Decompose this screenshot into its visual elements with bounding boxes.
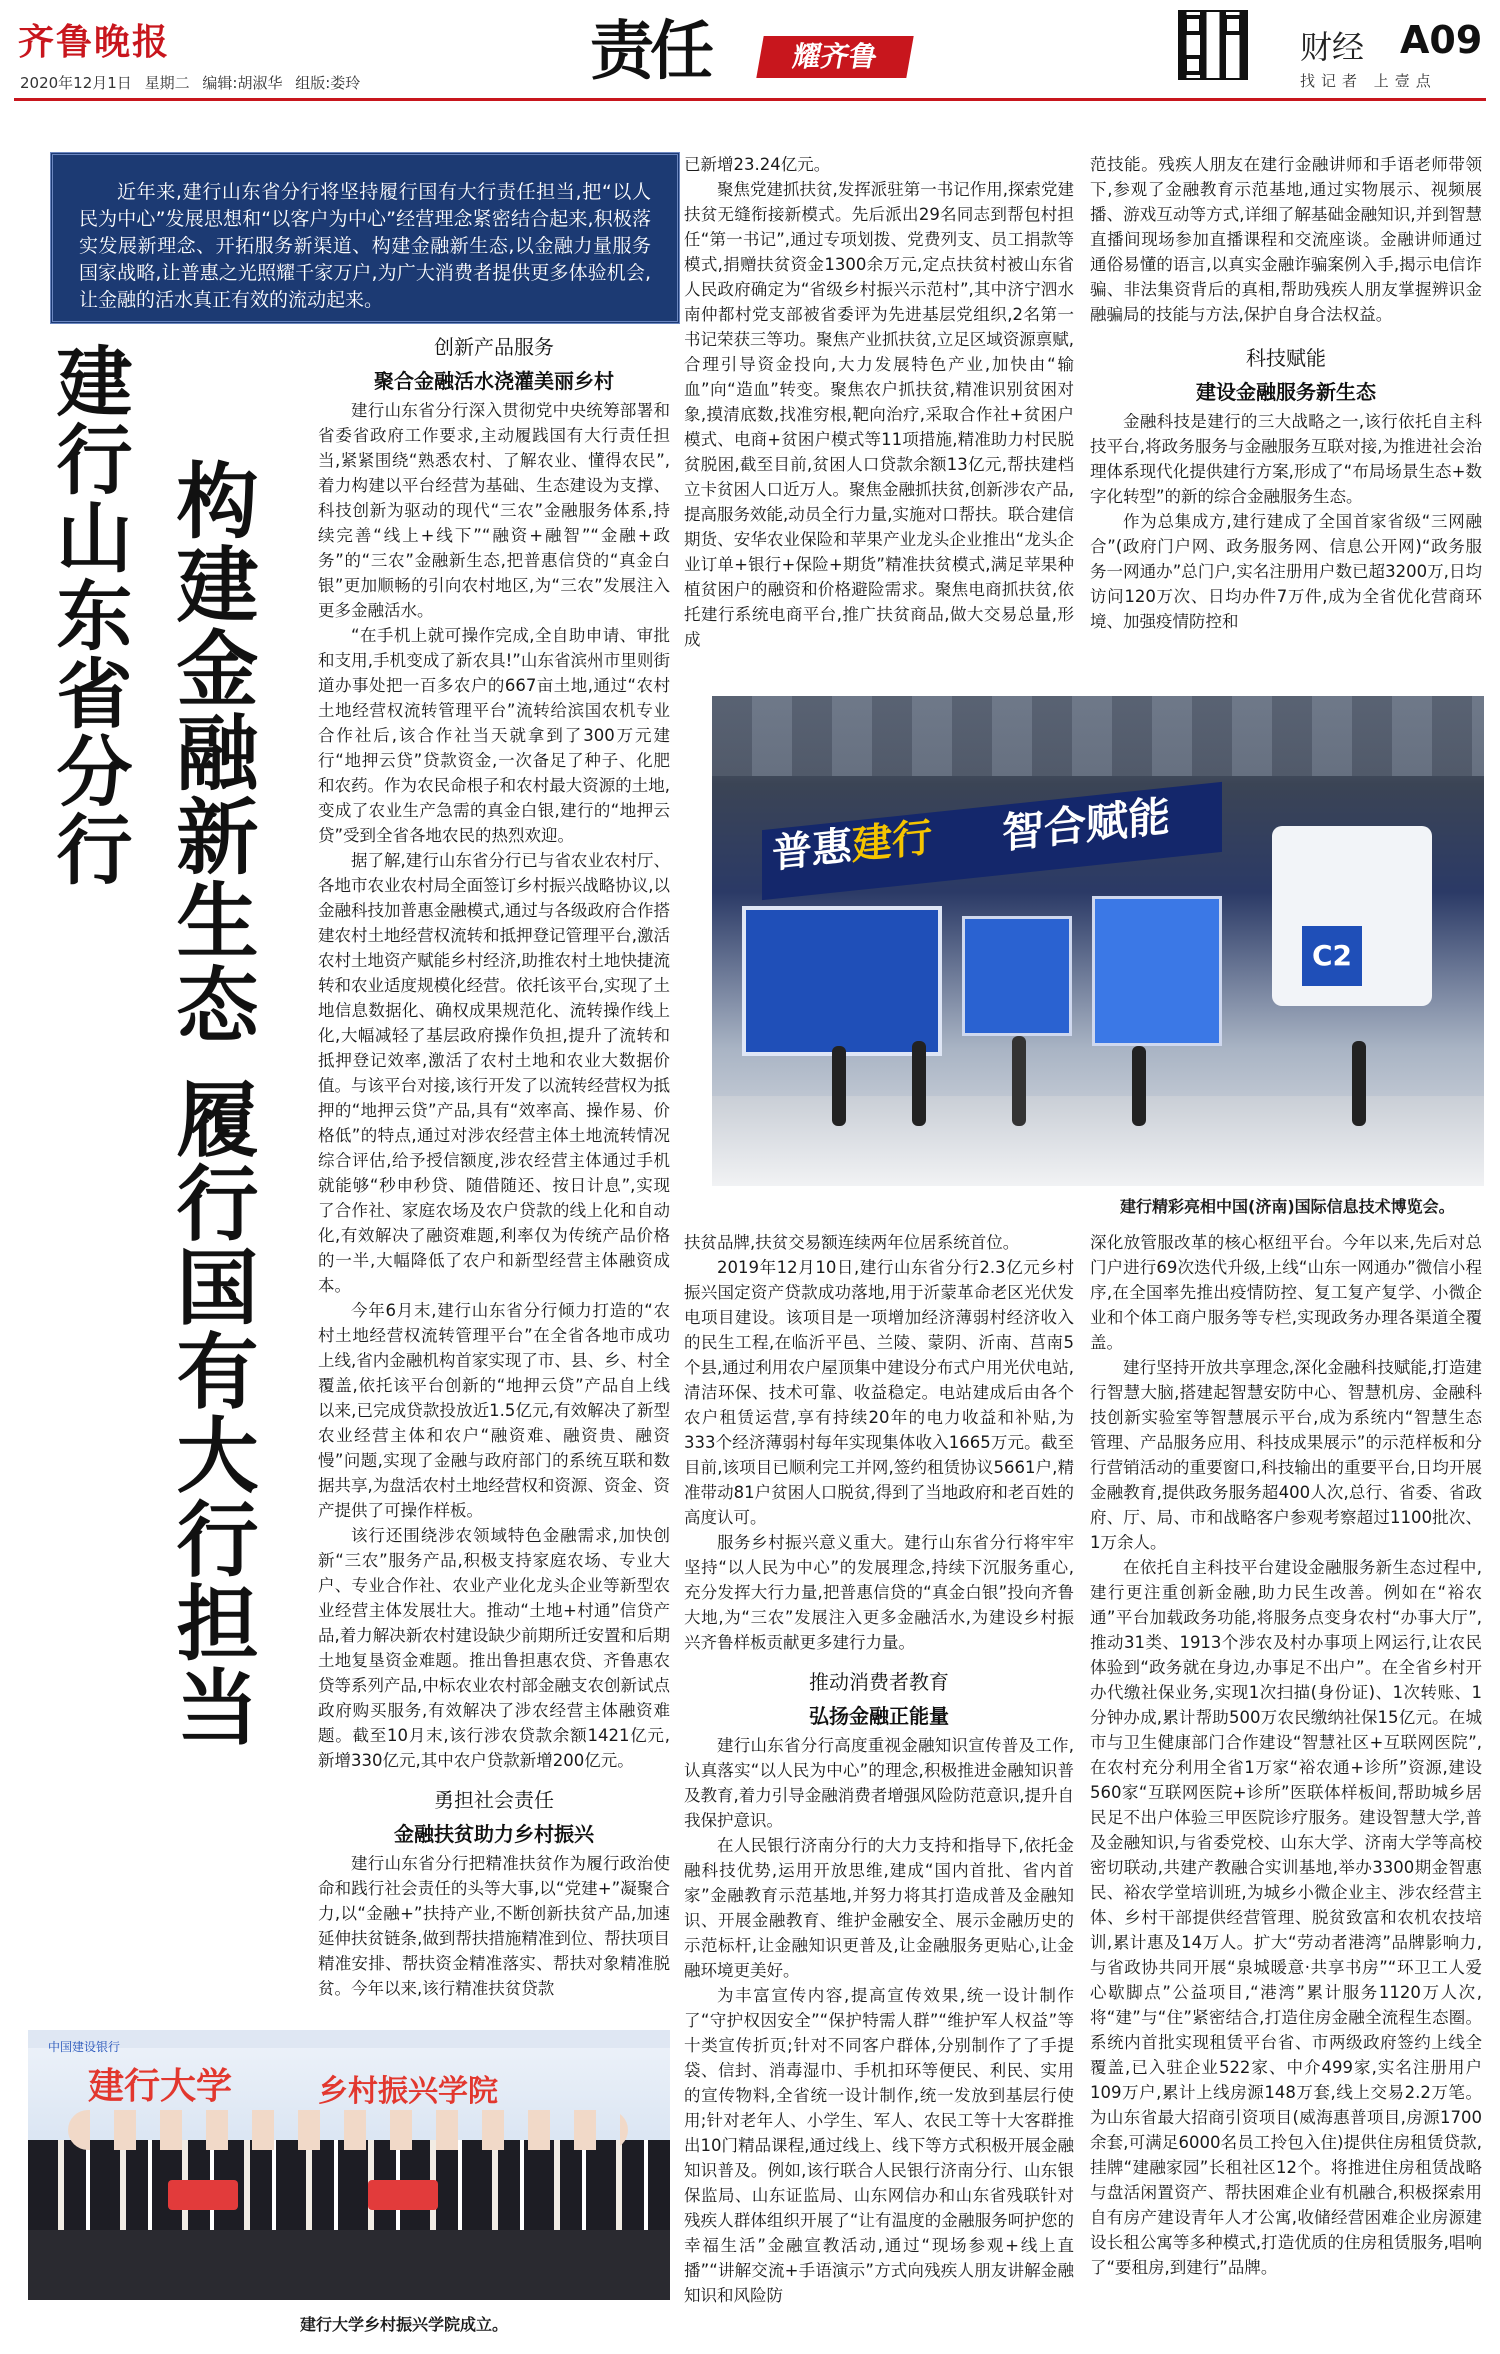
expo-sign-1: 普惠 [772, 823, 852, 878]
paragraph: 在人民银行济南分行的大力支持和指导下,依托金融科技优势,运用开放思维,建成“国内首批、省内首家”金融教育示范基地,并努力将其打造成普及金融知识、开展金融教育、维护金融安全、展示金融历史的示范标杆,让金融知识更普及,让金融服务更贴心,让金融环境更美好。 [684, 1836, 1074, 1980]
section-title: 推动消费者教育 [809, 1670, 949, 1694]
paragraph: 今年6月末,建行山东省分行倾力打造的“农村土地经营权流转管理平台”在全省各地市成功上线,省内金融机构首家实现了市、县、乡、村全覆盖,依托该平台创新的“地押云贷”产品自上线以来,已完成贷款投放近1.5亿元,有效解决了新型农业经营主体和农户“融资难、融资贵、融资慢”问题,实现了金融与政府部门的系统互联和数据共享,为盘活农村土地经营权和资源、资金、资产提供了可操作样板。 [318, 1301, 670, 1520]
photo-sub-text: 乡村振兴学院 [318, 2074, 498, 2109]
date-line [20, 72, 360, 93]
article-column-2 [684, 152, 1074, 682]
headline-main: 构建金融新生态 履行国有大行担当 [163, 458, 259, 1749]
headline-bank: 建行山东省分行 [44, 342, 133, 888]
article-column-3 [1090, 152, 1482, 692]
article-column-1 [318, 330, 670, 1998]
paragraph: 建行山东省分行高度重视金融知识宣传普及工作,认真落实“以人民为中心”的理念,积极推进金融知识普及教育,着力引导金融消费者增强风险防范意识,提升自我保护意识。 [684, 1736, 1074, 1830]
header-rule [14, 98, 1486, 101]
paragraph: 建行山东省分行深入贯彻党中央统筹部署和省委省政府工作要求,主动履践国有大行责任担当,紧紧围绕“熟悉农村、了解农业、懂得农民”,着力构建以平台经营为基础、生态建设为支撑、科技创新为驱动的现代“三农”金融服务体系,持续完善“线上+线下”“融资+融智”“金融+政务”的“三农”金融新生态,把普惠信贷的“真金白银”更加顺畅的引向农村地区,为“三农”发展注入更多金融活水。 [318, 401, 670, 620]
paragraph: 作为总集成方,建行建成了全国首家省级“三网融合”(政府门户网、政务服务网、信息公开网)“政务服务一网通办”总门户,实名注册用户数已超3200万,日均访问120万次、日均办件7万件,成为全省优化营商环境、加强疫情防控和 [1090, 512, 1482, 631]
paragraph: 深化放管服改革的核心枢纽平台。今年以来,先后对总门户进行69次迭代升级,上线“山东一网通办”微信小程序,在全国率先推出疫情防控、复工复产复学、小微企业和个体工商户服务等专栏,实现政务办理各渠道全覆盖。 [1090, 1233, 1482, 1352]
issue-date: 2020年12月1日 [20, 74, 132, 92]
qr-code-icon [1178, 10, 1248, 80]
section-title: 创新产品服务 [434, 335, 554, 359]
paragraph: 据了解,建行山东省分行已与省农业农村厅、各地市农业农村局全面签订乡村振兴战略协议,以金融科技加普惠金融模式,通过与各级政府合作搭建农村土地经营权流转和抵押登记管理平台,激活农村土地资产赋能乡村经济,助推农村土地快捷流转和农业适度规模化经营。依托该平台,实现了土地信息数据化、确权成果规范化、流转操作线上化,大幅减轻了基层政府操作负担,提升了流转和抵押登记效率,激活了农村土地和农业大数据价值。与该平台对接,该行开发了以流转经营权为抵押的“地押云贷”产品,具有“效率高、操作易、价格低”的特点,通过对涉农经营主体土地流转情况综合评估,给予授信额度,涉农经营主体通过手机就能够“秒申秒贷、随借随还、按日计息”,实现了合作社、家庭农场及农户贷款的线上化和自动化,有效解决了融资难题,利率仅为传统产品价格的一半,大幅降低了农户和新型经营主体融资成本。 [318, 851, 670, 1295]
banner-brush-text: 责任 [590, 14, 710, 89]
slogan: 找记者 上壹点 [1300, 72, 1437, 90]
paragraph: 范技能。残疾人朋友在建行金融讲师和手语老师带领下,参观了金融教育示范基地,通过实物展示、视频展播、游戏互动等方式,详细了解基础金融知识,并到智慧直播间现场参加直播课程和交流座谈。金融讲师通过通俗易懂的语言,以真实金融诈骗案例入手,揭示电信诈骗、非法集资背后的真相,帮助残疾人朋友掌握辨识金融骗局的技能与方法,保护自身合法权益。 [1090, 155, 1482, 324]
editor: 编辑:胡淑华 [202, 74, 283, 92]
section-title: 勇担社会责任 [434, 1788, 554, 1812]
page-number: A09 [1400, 18, 1483, 62]
designer: 组版:娄玲 [295, 74, 361, 92]
section-subtitle: 金融扶贫助力乡村振兴 [394, 1822, 594, 1846]
expo-sign-3: 智合赋能 [1002, 791, 1171, 858]
paragraph: 扶贫品牌,扶贫交易额连续两年位居系统首位。 [684, 1233, 1020, 1252]
article-column-3-lower [1090, 1230, 1482, 2350]
university-photo-caption: 建行大学乡村振兴学院成立。 [300, 2315, 509, 2334]
banner-tag: 耀齐鲁 [756, 36, 913, 78]
section-subtitle: 聚合金融活水浇灌美丽乡村 [374, 369, 614, 393]
paragraph: 已新增23.24亿元。 [684, 155, 831, 174]
column-banner [590, 12, 920, 92]
expo-sign-2: 建行 [852, 814, 932, 869]
paragraph: “在手机上就可操作完成,全自助申请、审批和支用,手机变成了新农具!”山东省滨州市里则街道办事处把一百多农户的667亩土地,通过“农村土地经营权流转管理平台”流转给滨国农机专业合作社后,该合作社当天就拿到了300万元建行“地押云贷”贷款资金,一次备足了种子、化肥和农药。作为农民命根子和农村最大资源的土地,变成了农业生产急需的真金白银,建行的“地押云贷”受到全省各地农民的热烈欢迎。 [318, 626, 670, 845]
paragraph: 聚焦党建抓扶贫,发挥派驻第一书记作用,探索党建扶贫无缝衔接新模式。先后派出29名同志到帮包村担任“第一书记”,通过专项划拨、党费列支、员工捐款等模式,捐赠扶贫资金1300余万元,定点扶贫村被山东省人民政府确定为“省级乡村振兴示范村”,其中济宁泗水南仲都村党支部被省委评为先进基层党组织,2名第一书记荣获三等功。聚焦产业抓扶贫,立足区域资源禀赋,合理引导资金投向,大力发展特色产业,加快由“输血”向“造血”转变。聚焦农户抓扶贫,精准识别贫困对象,摸清底数,找准穷根,靶向治疗,采取合作社+贫困户模式、电商+贫困户模式等11项措施,精准助力村民脱贫脱困,截至目前,贫困人口贷款余额13亿元,帮扶建档立卡贫困人口近万人。聚焦金融抓扶贫,创新涉农产品,提高服务效能,动员全行力量,实施对口帮扶。联合建信期货、安华农业保险和苹果产业龙头企业推出“龙头企业订单+银行+保险+期货”精准扶贫模式,满足苹果种植贫困户的融资和价格避险需求。聚焦电商抓扶贫,依托建行系统电商平台,推广扶贫商品,做大交易总量,形成 [684, 180, 1074, 649]
expo-photo-caption: 建行精彩亮相中国(济南)国际信息技术博览会。 [1120, 1197, 1455, 1216]
paragraph: 建行坚持开放共享理念,深化金融科技赋能,打造建行智慧大脑,搭建起智慧安防中心、智慧机房、金融科技创新实验室等智慧展示平台,成为系统内“智慧生态管理、产品服务应用、科技成果展示”的示范样板和分行营销活动的重要窗口,科技输出的重要平台,日均开展金融教育,提供政务服务超400人次,总行、省委、省政府、厅、局、市和战略客户参观考察超过1100批次、1万余人。 [1090, 1358, 1482, 1552]
newspaper-logo: 齐鲁晚报 [18, 21, 171, 63]
expo-photo [712, 696, 1484, 1186]
paragraph: 为丰富宣传内容,提高宣传效果,统一设计制作了“守护权因安全”“保护特需人群”“维护军人权益”等十类宣传折页;针对不同客户群体,分别制作了了手提袋、信封、消毒湿巾、手机扣环等便民、利民、实用的宣传物料,全省统一设计制作,统一发放到基层行使用;针对老年人、小学生、军人、农民工等十大客群推出10门精品课程,通过线上、线下等方式积极开展金融知识普及。例如,该行联合人民银行济南分行、山东银保监局、山东证监局、山东网信办和山东省残联针对残疾人群体组织开展了“让有温度的金融服务呵护您的幸福生活”金融宣教活动,通过“现场参观+线上直播”“讲解交流+手语演示”方式向残疾人朋友讲解金融知识和风险防 [684, 1986, 1074, 2305]
intro-box: 近年来,建行山东省分行将坚持履行国有大行责任担当,把“以人民为中心”发展思想和“以客户为中心”经营理念紧密结合起来,积极落实发展新理念、开拓服务新渠道、构建金融新生态,以金融力量服务国家战略,让普惠之光照耀千家万户,为广大消费者提供更多体验机会,让金融的活水真正有效的流动起来。 [50, 152, 680, 324]
issue-weekday: 星期二 [144, 74, 190, 92]
paragraph: 该行还围绕涉农领域特色金融需求,加快创新“三农”服务产品,积极支持家庭农场、专业大户、专业合作社、农业产业化龙头企业等新型农业经营主体发展壮大。推动“土地+村通”信贷产品,着力解决新农村建设缺少前期所迁安置和后期土地复垦资金难题。推出鲁担惠农贷、齐鲁惠农贷等系列产品,中标农业农村部金融支农创新试点政府购买服务,有效解决了涉农经营主体融资难题。截至10月末,该行涉农贷款余额1421亿元,新增330亿元,其中农户贷款新增200亿元。 [318, 1526, 670, 1770]
paragraph: 服务乡村振兴意义重大。建行山东省分行将牢牢坚持“以人民为中心”的发展理念,持续下沉服务重心,充分发挥大行力量,把普惠信贷的“真金白银”投向齐鲁大地,为“三农”发展注入更多金融活水,为建设乡村振兴齐鲁样板贡献更多建行力量。 [684, 1533, 1074, 1652]
paragraph: 2019年12月10日,建行山东省分行2.3亿元乡村振兴国定资产贷款成功落地,用于沂蒙革命老区光伏发电项目建设。该项目是一项增加经济薄弱村经济收入的民生工程,在临沂平邑、兰陵、蒙阴、沂南、莒南5个县,通过利用农户屋顶集中建设分布式户用光伏电站,清洁环保、技术可靠、收益稳定。电站建成后由各个农户租赁运营,享有持续20年的电力收益和补贴,为333个经济薄弱村每年实现集体收入1665万元。截至目前,该项目已顺利完工并网,签约租赁协议5661户,精准带动81户贫困人口脱贫,得到了当地政府和老百姓的高度认可。 [684, 1258, 1074, 1527]
expo-sign-4: C2 [1302, 926, 1362, 986]
section-title: 科技赋能 [1246, 346, 1326, 370]
section-subtitle: 建设金融服务新生态 [1196, 380, 1376, 404]
article-column-2-lower [684, 1230, 1074, 2350]
section-name: 财经 [1300, 28, 1365, 66]
paragraph: 建行山东省分行把精准扶贫作为履行政治使命和践行社会责任的头等大事,以“党建+”凝聚合力,以“金融+”扶持产业,不断创新扶贫产品,加速延伸扶贫链条,做到帮扶措施精准到位、帮扶项目精准安排、帮扶资金精准落实、帮扶对象精准脱贫。今年以来,该行精准扶贫贷款 [318, 1854, 670, 1998]
section-subtitle: 弘扬金融正能量 [809, 1704, 949, 1728]
photo-bank-name: 中国建设银行 [48, 2040, 121, 2054]
photo-banner-text: 建行大学 [88, 2065, 233, 2107]
paragraph: 金融科技是建行的三大战略之一,该行依托自主科技平台,将政务服务与金融服务互联对接,为推进社会治理体系现代化提供建行方案,形成了“布局场景生态+数字化转型”的新的综合金融服务生态。 [1090, 412, 1482, 506]
paragraph: 在依托自主科技平台建设金融服务新生态过程中,建行更注重创新金融,助力民生改善。例如在“裕农通”平台加载政务功能,将服务点变身农村“办事大厅”,推动31类、1913个涉农及村办事项上网运行,让农民体验到“政务就在身边,办事足不出户”。在全省乡村开办代缴社保业务,实现1次扫描(身份证)、1次转账、1分钟办成,累计帮助500万农民缴纳社保15亿元。在城市与卫生健康部门合作建设“智慧社区+互联网医院”,在农村充分利用全省1万家“裕农通+诊所”资源,建设560家“互联网医院+诊所”医联体样板间,帮助城乡居民足不出户体验三甲医院诊疗服务。建设智慧大学,普及金融知识,与省委党校、山东大学、济南大学等高校密切联动,共建产教融合实训基地,举办3300期金智惠民、裕农学堂培训班,为城乡小微企业主、涉农经营主体、乡村干部提供经营管理、脱贫致富和农机农技培训,累计惠及14万人。扩大“劳动者港湾”品牌影响力,与省政协共同开展“泉城暖意·共享书房”“环卫工人爱心歇脚点”公益项目,“港湾”累计服务1120万人次,将“建”与“住”紧密结合,打造住房金融全流程生态圈。系统内首批实现租赁平台省、市两级政府签约上线全覆盖,已入驻企业522家、中介499家,实名注册用户109万户,累计上线房源148万套,线上交易2.2万笔。为山东省最大招商引资项目(威海惠普项目,房源1700余套,可满足6000名员工拎包入住)提供住房租赁贷款,挂牌“建融家园”长租社区12个。将推进住房租赁战略与盘活闲置资产、帮扶困难企业有机融合,积极探索用自有房产建设青年人才公寓,收储经营困难企业房源建设长租公寓等多种模式,打造优质的住房租赁服务,唱响了“要租房,到建行”品牌。 [1090, 1558, 1482, 2277]
university-photo [28, 2030, 670, 2300]
